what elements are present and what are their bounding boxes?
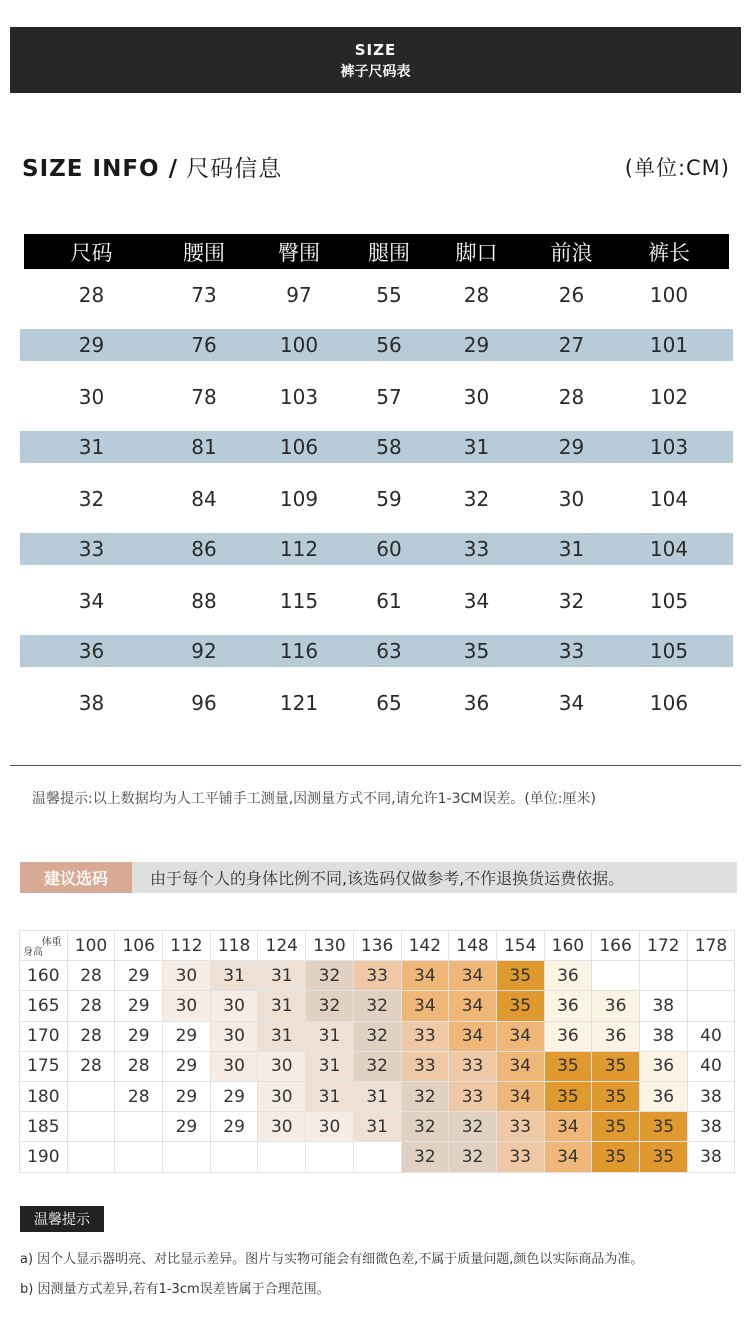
grid-cell: 32 bbox=[353, 991, 401, 1021]
corner-weight-label: 体重 bbox=[41, 937, 62, 948]
table-row bbox=[24, 677, 729, 728]
table-cell: 34 bbox=[558, 690, 585, 715]
grid-cell: 31 bbox=[210, 961, 258, 991]
grid-cell: 29 bbox=[115, 961, 163, 991]
grid-cell bbox=[687, 991, 735, 1021]
grid-cell: 32 bbox=[306, 961, 354, 991]
grid-cell: 35 bbox=[592, 1081, 640, 1111]
table-row bbox=[20, 329, 733, 361]
weight-header-cell: 124 bbox=[258, 931, 306, 961]
table-cell: 102 bbox=[649, 384, 689, 409]
grid-cell: 36 bbox=[592, 991, 640, 1021]
table-cell: 103 bbox=[279, 384, 319, 409]
size-table-header bbox=[24, 234, 729, 269]
table-row bbox=[20, 635, 733, 667]
grid-cell bbox=[67, 1112, 115, 1142]
table-cell: 100 bbox=[649, 282, 689, 307]
table-cell: 92 bbox=[191, 639, 217, 663]
weight-header-cell: 100 bbox=[67, 931, 115, 961]
grid-cell: 29 bbox=[163, 1051, 211, 1081]
table-cell: 55 bbox=[376, 282, 402, 307]
grid-cell: 34 bbox=[449, 961, 497, 991]
grid-cell: 32 bbox=[353, 1021, 401, 1051]
grid-cell: 29 bbox=[163, 1112, 211, 1142]
weight-header-cell: 172 bbox=[639, 931, 687, 961]
grid-cell: 32 bbox=[306, 991, 354, 1021]
measure-tip: 温馨提示:以上数据均为人工平铺手工测量,因测量方式不同,请允许1-3CM误差。(单位:厘米) bbox=[32, 791, 596, 807]
table-row bbox=[24, 269, 729, 320]
table-cell: 34 bbox=[78, 588, 105, 613]
grid-cell bbox=[115, 1112, 163, 1142]
table-cell: 33 bbox=[78, 537, 105, 561]
table-cell: 63 bbox=[376, 639, 402, 663]
grid-cell: 28 bbox=[115, 1051, 163, 1081]
table-cell: 35 bbox=[463, 639, 490, 663]
table-cell: 31 bbox=[558, 537, 585, 561]
grid-cell: 30 bbox=[258, 1051, 306, 1081]
grid-cell: 34 bbox=[544, 1142, 592, 1172]
grid-cell: 34 bbox=[544, 1112, 592, 1142]
table-cell: 28 bbox=[558, 384, 585, 409]
grid-header-row bbox=[20, 931, 735, 961]
height-header-cell: 165 bbox=[20, 991, 68, 1021]
grid-cell: 28 bbox=[67, 961, 115, 991]
size-header-cell: 尺码 bbox=[70, 240, 113, 265]
weight-header-cell: 136 bbox=[353, 931, 401, 961]
table-cell: 30 bbox=[463, 384, 490, 409]
weight-header-cell: 160 bbox=[544, 931, 592, 961]
table-cell: 29 bbox=[558, 435, 585, 459]
table-cell: 101 bbox=[649, 333, 689, 357]
grid-cell: 33 bbox=[496, 1142, 544, 1172]
weight-header-cell: 166 bbox=[592, 931, 640, 961]
recommend-text: 由于每个人的身体比例不同,该选码仅做参考,不作退换货运费依据。 bbox=[150, 869, 625, 888]
size-info-title bbox=[22, 150, 282, 183]
grid-row bbox=[20, 1112, 735, 1142]
height-header-cell: 185 bbox=[20, 1112, 68, 1142]
table-row bbox=[24, 575, 729, 626]
grid-row bbox=[20, 991, 735, 1021]
table-cell: 61 bbox=[376, 588, 402, 613]
size-info-title-cn: 尺码信息 bbox=[178, 156, 283, 182]
recommend-grid bbox=[19, 930, 735, 1173]
weight-header-cell: 154 bbox=[496, 931, 544, 961]
grid-cell: 38 bbox=[687, 1112, 735, 1142]
table-cell: 112 bbox=[279, 537, 319, 561]
table-cell: 106 bbox=[649, 690, 689, 715]
weight-header-cell: 178 bbox=[687, 931, 735, 961]
unit-label: (单位:CM) bbox=[624, 156, 730, 180]
grid-cell: 32 bbox=[449, 1142, 497, 1172]
table-cell: 30 bbox=[558, 486, 585, 511]
grid-cell: 36 bbox=[544, 991, 592, 1021]
grid-cell: 35 bbox=[592, 1112, 640, 1142]
table-cell: 34 bbox=[463, 588, 490, 613]
table-cell: 29 bbox=[78, 333, 105, 357]
table-cell: 30 bbox=[78, 384, 105, 409]
grid-cell: 30 bbox=[258, 1112, 306, 1142]
table-row bbox=[20, 533, 733, 565]
grid-cell: 36 bbox=[544, 961, 592, 991]
table-cell: 78 bbox=[191, 384, 217, 409]
grid-cell: 35 bbox=[496, 991, 544, 1021]
grid-cell: 35 bbox=[544, 1081, 592, 1111]
table-cell: 84 bbox=[191, 486, 217, 511]
table-cell: 60 bbox=[376, 537, 402, 561]
grid-cell bbox=[592, 961, 640, 991]
table-cell: 32 bbox=[463, 486, 490, 511]
grid-cell bbox=[639, 961, 687, 991]
table-cell: 28 bbox=[463, 282, 490, 307]
grid-cell: 30 bbox=[163, 991, 211, 1021]
table-cell: 116 bbox=[279, 639, 319, 663]
table-cell: 31 bbox=[78, 435, 105, 459]
grid-cell: 34 bbox=[496, 1051, 544, 1081]
table-cell: 109 bbox=[279, 486, 319, 511]
weight-header-cell: 106 bbox=[115, 931, 163, 961]
grid-cell: 34 bbox=[449, 1021, 497, 1051]
table-cell: 33 bbox=[463, 537, 490, 561]
grid-cell: 35 bbox=[496, 961, 544, 991]
tip-note-a: a) 因个人显示器明亮、对比显示差异。图片与实物可能会有细微色差,不属于质量问题,颜色以实际商品为准。 bbox=[20, 1252, 644, 1267]
table-cell: 58 bbox=[376, 435, 402, 459]
table-cell: 105 bbox=[649, 588, 689, 613]
grid-cell bbox=[210, 1142, 258, 1172]
grid-cell: 31 bbox=[353, 1112, 401, 1142]
grid-cell: 32 bbox=[401, 1142, 449, 1172]
table-cell: 115 bbox=[279, 588, 319, 613]
recommend-bar bbox=[20, 862, 737, 893]
grid-cell: 28 bbox=[67, 1021, 115, 1051]
table-row bbox=[20, 431, 733, 463]
table-cell: 121 bbox=[279, 690, 319, 715]
grid-cell: 38 bbox=[639, 991, 687, 1021]
weight-header-cell: 112 bbox=[163, 931, 211, 961]
grid-cell bbox=[306, 1142, 354, 1172]
corner-height-label: 身高 bbox=[23, 947, 43, 959]
tip-note-b: b) 因测量方式差异,若有1-3cm误差皆属于合理范围。 bbox=[20, 1282, 330, 1297]
grid-cell: 36 bbox=[639, 1051, 687, 1081]
grid-cell: 31 bbox=[258, 961, 306, 991]
grid-cell: 31 bbox=[258, 991, 306, 1021]
grid-row bbox=[20, 1142, 735, 1172]
size-header-cell: 腰围 bbox=[183, 240, 225, 265]
grid-cell bbox=[258, 1142, 306, 1172]
grid-cell bbox=[67, 1142, 115, 1172]
table-cell: 28 bbox=[78, 282, 105, 307]
grid-cell: 30 bbox=[306, 1112, 354, 1142]
grid-cell: 34 bbox=[496, 1081, 544, 1111]
table-cell: 29 bbox=[463, 333, 490, 357]
table-cell: 59 bbox=[376, 486, 402, 511]
table-cell: 76 bbox=[191, 333, 217, 357]
table-cell: 106 bbox=[279, 435, 319, 459]
grid-cell: 38 bbox=[639, 1021, 687, 1051]
grid-cell: 36 bbox=[592, 1021, 640, 1051]
grid-cell: 38 bbox=[687, 1081, 735, 1111]
grid-cell: 31 bbox=[306, 1021, 354, 1051]
table-cell: 26 bbox=[558, 282, 585, 307]
grid-cell: 30 bbox=[163, 961, 211, 991]
recommend-tag: 建议选码 bbox=[20, 862, 132, 893]
grid-cell: 34 bbox=[401, 961, 449, 991]
size-header-cell: 腿围 bbox=[368, 240, 410, 265]
table-cell: 33 bbox=[558, 639, 585, 663]
divider bbox=[10, 765, 741, 766]
table-cell: 103 bbox=[649, 435, 689, 459]
grid-cell: 35 bbox=[639, 1112, 687, 1142]
table-cell: 86 bbox=[191, 537, 217, 561]
weight-header-cell: 130 bbox=[306, 931, 354, 961]
grid-cell: 30 bbox=[210, 1021, 258, 1051]
grid-cell: 35 bbox=[592, 1142, 640, 1172]
table-row bbox=[24, 371, 729, 422]
table-cell: 73 bbox=[191, 282, 217, 307]
grid-cell bbox=[163, 1142, 211, 1172]
tip-badge: 温馨提示 bbox=[20, 1206, 104, 1232]
grid-cell: 36 bbox=[544, 1021, 592, 1051]
table-cell: 105 bbox=[649, 639, 689, 663]
size-header-cell: 裤长 bbox=[648, 240, 690, 265]
table-cell: 81 bbox=[191, 435, 217, 459]
grid-cell: 33 bbox=[401, 1051, 449, 1081]
grid-cell: 33 bbox=[353, 961, 401, 991]
table-cell: 96 bbox=[191, 690, 217, 715]
height-header-cell: 180 bbox=[20, 1081, 68, 1111]
grid-row bbox=[20, 1051, 735, 1081]
grid-cell: 34 bbox=[496, 1021, 544, 1051]
grid-cell: 28 bbox=[115, 1081, 163, 1111]
grid-cell: 30 bbox=[210, 991, 258, 1021]
grid-cell: 28 bbox=[67, 1051, 115, 1081]
header-bar bbox=[10, 27, 741, 93]
table-cell: 104 bbox=[649, 537, 689, 561]
grid-cell: 40 bbox=[687, 1021, 735, 1051]
table-cell: 100 bbox=[279, 333, 319, 357]
grid-cell: 35 bbox=[639, 1142, 687, 1172]
table-cell: 97 bbox=[286, 282, 312, 307]
table-row bbox=[24, 473, 729, 524]
grid-cell bbox=[687, 961, 735, 991]
grid-cell: 38 bbox=[687, 1142, 735, 1172]
table-cell: 31 bbox=[463, 435, 490, 459]
grid-cell: 32 bbox=[449, 1112, 497, 1142]
size-info-title-en: SIZE INFO / bbox=[22, 156, 178, 182]
table-cell: 36 bbox=[78, 639, 105, 663]
weight-header-cell: 148 bbox=[449, 931, 497, 961]
grid-cell: 28 bbox=[67, 991, 115, 1021]
grid-cell: 35 bbox=[592, 1051, 640, 1081]
size-header-cell: 前浪 bbox=[550, 240, 593, 265]
grid-cell: 33 bbox=[449, 1051, 497, 1081]
table-cell: 32 bbox=[78, 486, 105, 511]
grid-row bbox=[20, 1021, 735, 1051]
size-table-body bbox=[24, 269, 729, 728]
grid-cell: 33 bbox=[401, 1021, 449, 1051]
grid-cell: 30 bbox=[210, 1051, 258, 1081]
grid-corner bbox=[20, 931, 68, 961]
size-header-cell: 脚口 bbox=[455, 240, 498, 265]
grid-cell: 40 bbox=[687, 1051, 735, 1081]
grid-cell: 34 bbox=[449, 991, 497, 1021]
height-header-cell: 190 bbox=[20, 1142, 68, 1172]
grid-cell: 29 bbox=[163, 1081, 211, 1111]
grid-cell: 29 bbox=[115, 1021, 163, 1051]
grid-cell: 30 bbox=[258, 1081, 306, 1111]
grid-cell: 33 bbox=[449, 1081, 497, 1111]
grid-cell: 29 bbox=[163, 1021, 211, 1051]
weight-header-cell: 142 bbox=[401, 931, 449, 961]
header-title-cn: 裤子尺码表 bbox=[340, 64, 411, 80]
grid-cell: 29 bbox=[115, 991, 163, 1021]
table-cell: 56 bbox=[376, 333, 402, 357]
grid-row bbox=[20, 961, 735, 991]
grid-cell: 31 bbox=[306, 1081, 354, 1111]
grid-cell: 36 bbox=[639, 1081, 687, 1111]
table-cell: 65 bbox=[376, 690, 402, 715]
table-cell: 36 bbox=[463, 690, 490, 715]
grid-cell: 34 bbox=[401, 991, 449, 1021]
grid-cell bbox=[115, 1142, 163, 1172]
table-cell: 27 bbox=[558, 333, 585, 357]
weight-header-cell: 118 bbox=[210, 931, 258, 961]
grid-row bbox=[20, 1081, 735, 1111]
height-header-cell: 170 bbox=[20, 1021, 68, 1051]
size-header-cell: 臀围 bbox=[278, 240, 320, 265]
grid-cell: 35 bbox=[544, 1051, 592, 1081]
grid-cell: 32 bbox=[401, 1112, 449, 1142]
grid-cell bbox=[353, 1142, 401, 1172]
header-title-en: SIZE bbox=[354, 41, 397, 59]
grid-cell: 33 bbox=[496, 1112, 544, 1142]
grid-cell bbox=[67, 1081, 115, 1111]
table-cell: 57 bbox=[376, 384, 402, 409]
grid-cell: 29 bbox=[210, 1081, 258, 1111]
grid-cell: 32 bbox=[353, 1051, 401, 1081]
table-cell: 32 bbox=[558, 588, 585, 613]
size-table bbox=[24, 234, 729, 728]
grid-cell: 31 bbox=[258, 1021, 306, 1051]
grid-cell: 29 bbox=[210, 1112, 258, 1142]
table-cell: 38 bbox=[78, 690, 105, 715]
grid-cell: 31 bbox=[306, 1051, 354, 1081]
grid-cell: 32 bbox=[401, 1081, 449, 1111]
height-header-cell: 160 bbox=[20, 961, 68, 991]
height-header-cell: 175 bbox=[20, 1051, 68, 1081]
table-cell: 88 bbox=[191, 588, 217, 613]
table-cell: 104 bbox=[649, 486, 689, 511]
grid-cell: 31 bbox=[353, 1081, 401, 1111]
